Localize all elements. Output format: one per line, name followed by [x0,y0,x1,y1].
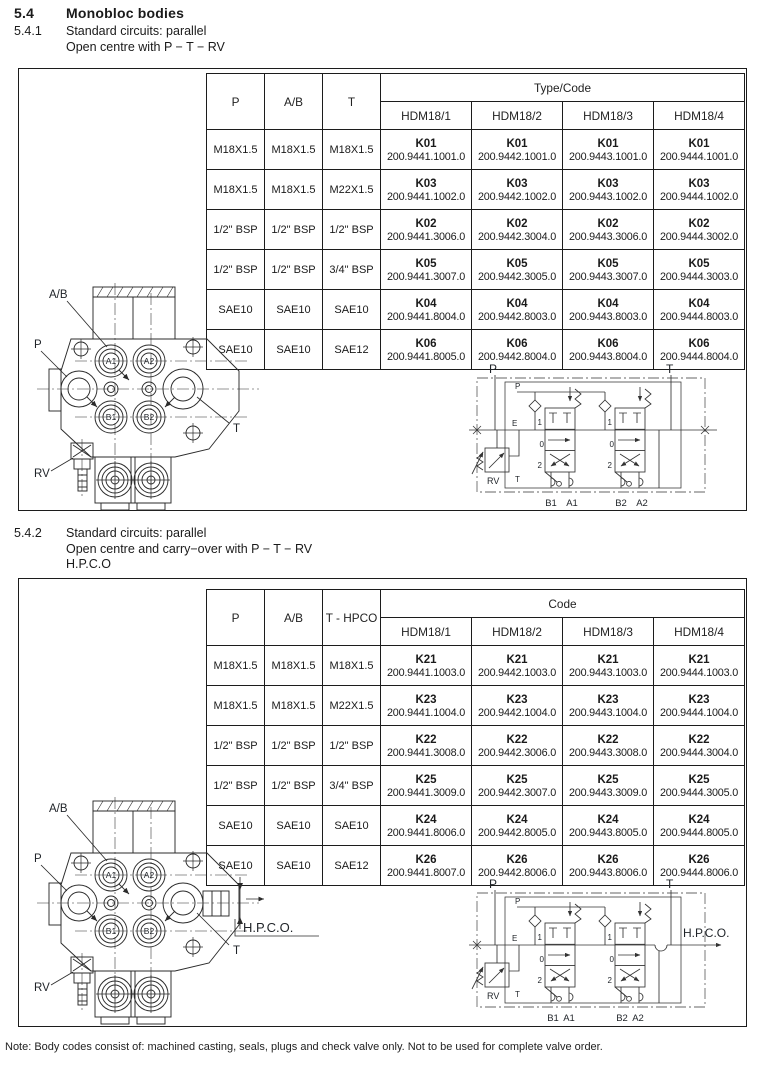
subsection-542-line1: Standard circuits: parallel [66,526,207,540]
code-cell: K21 200.9444.1003.0 [654,646,745,686]
subsection-541-line2: Open centre with P − T − RV [66,39,225,54]
code-cell: K01 200.9443.1001.0 [563,130,654,170]
code-cell: K23 200.9442.1004.0 [472,686,563,726]
code-cell: K23 200.9443.1004.0 [563,686,654,726]
port-cell-t: SAE10 [323,806,381,846]
header-row-1 [207,74,745,102]
port-cell-ab: SAE10 [265,846,323,886]
code-cell: K24 200.9444.8005.0 [654,806,745,846]
subsection-542-line2: Open centre and carry−over with P − T − RV [66,541,313,556]
spec-table-541 [206,73,745,370]
relief-valve-symbol [472,945,519,989]
label-t: T [233,945,241,957]
port-cell-t: 3/4" BSP [323,766,381,806]
col-header-hdm18-4: HDM18/4 [654,618,745,646]
port-label-a2: A2 [143,356,155,366]
port-cell-p: M18X1.5 [207,130,265,170]
port-cell-t: M22X1.5 [323,170,381,210]
line-hop [655,945,667,951]
hydraulic-circuit-1 [469,362,751,512]
port-label-a2: A2 [143,870,155,880]
mounting-hole [183,337,203,357]
pointer-arrows [87,370,175,407]
code-cell: K04 200.9441.8004.0 [381,290,472,330]
valve-envelope [505,897,681,1003]
relief-valve-symbol [472,430,519,474]
code-cell: K04 200.9442.8003.0 [472,290,563,330]
port-cell-ab: M18X1.5 [265,646,323,686]
circuit-label-rv: RV [487,991,500,1001]
port-cell-p: M18X1.5 [207,646,265,686]
col-header-ab: A/B [265,590,323,646]
header-row-1 [207,590,745,618]
code-cell: K04 200.9444.8003.0 [654,290,745,330]
mounting-hole [71,339,91,359]
port-cell-p: SAE10 [207,290,265,330]
col-header-t-hpco: T - HPCO [323,590,381,646]
col-header-hdm18-2: HDM18/2 [472,102,563,130]
code-cell: K22 200.9444.3004.0 [654,726,745,766]
port-cell-t: M18X1.5 [323,646,381,686]
table-row [207,130,745,170]
code-cell: K21 200.9442.1003.0 [472,646,563,686]
code-cell: K02 200.9442.3004.0 [472,210,563,250]
p-port-boss [49,883,61,925]
port-label-a1: A1 [105,356,117,366]
code-cell: K22 200.9443.3008.0 [563,726,654,766]
port-cell-ab: 1/2" BSP [265,210,323,250]
spool-end-knob [131,971,171,1024]
valve-envelope [505,382,681,488]
span-header-type-code: Type/Code [381,74,745,102]
code-cell: K24 200.9442.8005.0 [472,806,563,846]
circuit-label-t: T [666,877,674,891]
code-cell: K25 200.9444.3005.0 [654,766,745,806]
code-cell: K06 200.9441.8005.0 [381,330,472,370]
col-header-ab: A/B [265,74,323,130]
port-cell-p: SAE10 [207,806,265,846]
port-cell-t: 1/2" BSP [323,210,381,250]
port-cell-t: 3/4" BSP [323,250,381,290]
code-cell: K03 200.9441.1002.0 [381,170,472,210]
port-cell-ab: 1/2" BSP [265,726,323,766]
workport-label-a2: A2 [636,498,648,509]
code-cell: K25 200.9441.3009.0 [381,766,472,806]
subsection-542-number: 5.4.2 [14,526,42,540]
port-label-b1: B1 [105,926,117,936]
port-cell-t: M22X1.5 [323,686,381,726]
code-cell: K06 200.9442.8004.0 [472,330,563,370]
table-row [207,170,745,210]
port-label-a1: A1 [105,870,117,880]
hpco-port [203,891,229,916]
code-cell: K25 200.9443.3009.0 [563,766,654,806]
port-cell-p: 1/2" BSP [207,250,265,290]
code-cell: K02 200.9443.3006.0 [563,210,654,250]
code-cell: K05 200.9444.3003.0 [654,250,745,290]
mounting-hole [183,851,203,871]
valve-section-2 [599,902,651,1003]
workport-label-a1: A1 [566,498,578,509]
circuit-label-t-inner: T [515,475,520,484]
code-cell: K26 200.9442.8006.0 [472,846,563,886]
center-lines [37,797,259,1013]
valve-section-1 [529,387,581,488]
port-cell-ab: SAE10 [265,806,323,846]
code-cell: K06 200.9443.8004.0 [563,330,654,370]
circuit-label-p: P [489,877,498,891]
col-header-hdm18-1: HDM18/1 [381,618,472,646]
code-cell: K01 200.9442.1001.0 [472,130,563,170]
workport-label-b1: B1 [547,1013,559,1024]
port-cell-ab: SAE10 [265,330,323,370]
circuit-label-p-inner: P [515,897,521,906]
workport-label-a1: A1 [563,1013,575,1024]
top-cap [93,287,175,339]
port-cell-p: M18X1.5 [207,686,265,726]
port-cell-p: SAE10 [207,846,265,886]
port-cell-p: 1/2" BSP [207,726,265,766]
section-title: Monobloc bodies [66,5,185,21]
subsection-541-heading [14,24,225,55]
circuit-label-hpco: H.P.C.O. [683,926,730,940]
circuit-label-e: E [512,419,518,428]
code-cell: K03 200.9444.1002.0 [654,170,745,210]
table-row [207,726,745,766]
subsection-542-heading [14,526,312,573]
code-cell: K05 200.9443.3007.0 [563,250,654,290]
pointer-arrows [87,884,175,921]
col-header-t: T [323,74,381,130]
leader-lines [41,301,229,471]
label-p: P [34,853,42,865]
code-cell: K26 200.9443.8006.0 [563,846,654,886]
spool-end-knob [131,457,171,510]
valve-body-drawing-2 [27,795,327,1027]
subsection-541-text [66,24,225,55]
code-cell: K22 200.9442.3006.0 [472,726,563,766]
code-cell: K24 200.9441.8006.0 [381,806,472,846]
port-cell-ab: 1/2" BSP [265,250,323,290]
col-header-p: P [207,74,265,130]
circuit-label-rv: RV [487,476,500,486]
label-ab: A/B [49,289,68,301]
code-cell: K01 200.9444.1001.0 [654,130,745,170]
col-header-hdm18-1: HDM18/1 [381,102,472,130]
circuit-label-p-inner: P [515,382,521,391]
code-cell: K22 200.9441.3008.0 [381,726,472,766]
port-cell-ab: SAE10 [265,290,323,330]
code-cell: K23 200.9444.1004.0 [654,686,745,726]
workport-label-b2: B2 [616,1013,628,1024]
code-cell: K05 200.9442.3005.0 [472,250,563,290]
code-cell: K21 200.9441.1003.0 [381,646,472,686]
code-cell: K03 200.9442.1002.0 [472,170,563,210]
section-number: 5.4 [14,5,35,21]
code-cell: K26 200.9441.8007.0 [381,846,472,886]
col-header-hdm18-2: HDM18/2 [472,618,563,646]
table-row [207,250,745,290]
valve-section-1 [529,902,581,1003]
circuit-label-p: P [489,362,498,376]
code-cell: K01 200.9441.1001.0 [381,130,472,170]
valve-body-drawing-1 [27,281,267,515]
code-cell: K23 200.9441.1004.0 [381,686,472,726]
p-port-boss [49,369,61,411]
label-rv: RV [34,468,50,480]
port-label-b1: B1 [105,412,117,422]
col-header-hdm18-3: HDM18/3 [563,618,654,646]
hydraulic-circuit-2 [469,877,759,1027]
col-header-hdm18-4: HDM18/4 [654,102,745,130]
section-541-panel [18,68,747,511]
subsection-541-number: 5.4.1 [14,24,42,38]
port-cell-t: SAE12 [323,846,381,886]
code-cell: K04 200.9443.8003.0 [563,290,654,330]
workport-label-b2: B2 [615,498,627,509]
subsection-542-text [66,526,312,573]
col-header-hdm18-3: HDM18/3 [563,102,654,130]
leader-lines [41,815,229,985]
valve-section-2 [599,387,651,488]
code-cell: K02 200.9441.3006.0 [381,210,472,250]
code-cell: K03 200.9443.1002.0 [563,170,654,210]
port-cell-t: 1/2" BSP [323,726,381,766]
center-lines [37,283,259,499]
table-row [207,646,745,686]
section-542-panel [18,578,747,1027]
mounting-hole [183,423,203,443]
mounting-hole [71,853,91,873]
port-cell-p: 1/2" BSP [207,210,265,250]
footnote: Note: Body codes consist of: machined casting, seals, plugs and check valve only. Not to be used for complete valve order. [5,1041,603,1053]
circuit-label-t-inner: T [515,990,520,999]
table-row [207,210,745,250]
circuit-label-e: E [512,934,518,943]
mounting-hole [183,937,203,957]
table-row [207,686,745,726]
label-ab: A/B [49,803,68,815]
port-cell-ab: M18X1.5 [265,686,323,726]
col-header-p: P [207,590,265,646]
port-cell-ab: M18X1.5 [265,130,323,170]
spool-end-knob [95,457,135,510]
workport-label-a2: A2 [632,1013,644,1024]
spool-end-knob [95,971,135,1024]
span-header-code: Code [381,590,745,618]
subsection-542-line3: H.P.C.O [66,557,111,571]
subsection-541-line1: Standard circuits: parallel [66,24,207,38]
code-cell: K25 200.9442.3007.0 [472,766,563,806]
code-cell: K05 200.9441.3007.0 [381,250,472,290]
table-row [207,290,745,330]
port-cell-p: M18X1.5 [207,170,265,210]
label-t: T [233,423,241,435]
label-rv: RV [34,982,50,994]
code-cell: K02 200.9444.3002.0 [654,210,745,250]
label-p: P [34,339,42,351]
port-label-b2: B2 [143,412,155,422]
port-cell-t: M18X1.5 [323,130,381,170]
port-cell-t: SAE10 [323,290,381,330]
port-cell-p: SAE10 [207,330,265,370]
workport-label-b1: B1 [545,498,557,509]
circuit-label-t: T [666,362,674,376]
code-cell: K06 200.9444.8004.0 [654,330,745,370]
port-cell-ab: 1/2" BSP [265,766,323,806]
code-cell: K24 200.9443.8005.0 [563,806,654,846]
section-heading [14,5,184,21]
top-cap [93,801,175,853]
port-cell-p: 1/2" BSP [207,766,265,806]
port-cell-t: SAE12 [323,330,381,370]
port-cell-ab: M18X1.5 [265,170,323,210]
label-hpco: H.P.C.O. [243,920,294,935]
code-cell: K21 200.9443.1003.0 [563,646,654,686]
port-label-b2: B2 [143,926,155,936]
code-cell: K26 200.9444.8006.0 [654,846,745,886]
